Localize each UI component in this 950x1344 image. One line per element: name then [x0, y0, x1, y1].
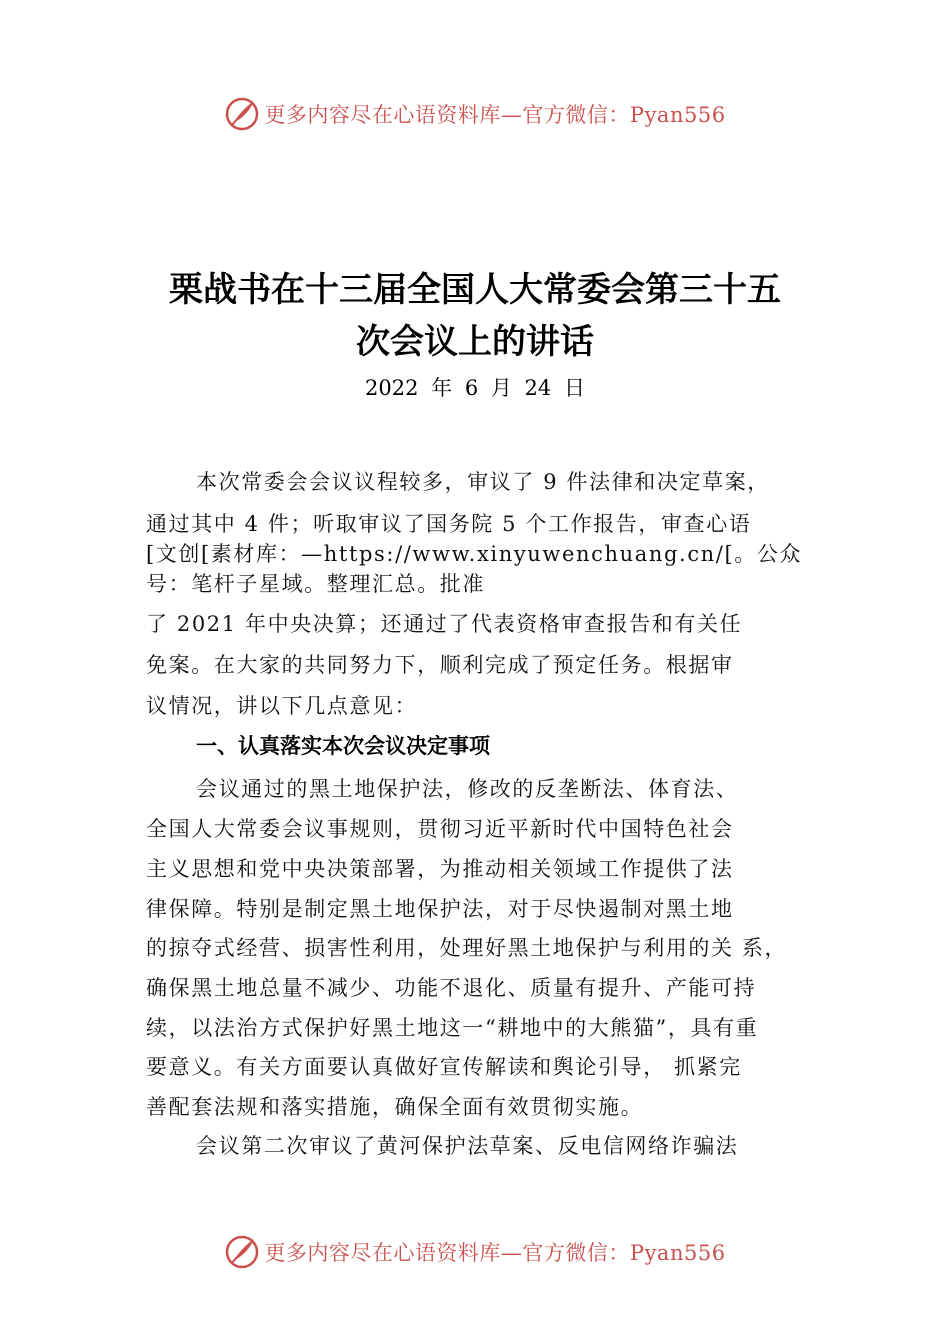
header-banner-text: 更多内容尽在心语资料库—官方微信：Pyan556 — [264, 103, 726, 127]
paragraph-line: 本次常委会会议议程较多，审议了 9 件法律和决定草案， — [196, 470, 770, 494]
page-title-line-2: 次会议上的讲话 — [356, 322, 594, 362]
footer-banner-text: 更多内容尽在心语资料库—官方微信：Pyan556 — [264, 1241, 726, 1265]
paragraph-line: 了 2021 年中央决算；还通过了代表资格审查报告和有关任 — [146, 612, 743, 636]
paragraph-line: 全国人大常委会议事规则，贯彻习近平新时代中国特色社会 — [146, 817, 734, 841]
paragraph-line: 会议第二次审议了黄河保护法草案、反电信网络诈骗法 — [196, 1134, 739, 1158]
paragraph-line: 免案。在大家的共同努力下，顺利完成了预定任务。根据审 — [146, 653, 734, 677]
header-banner — [0, 94, 950, 134]
paragraph-line: 议情况，讲以下几点意见： — [146, 694, 418, 718]
paragraph-line: 通过其中 4 件；听取审议了国务院 5 个工作报告，审查心语 — [146, 512, 752, 536]
section-heading: 一、认真落实本次会议决定事项 — [196, 734, 490, 758]
document-date: 2022 年 6 月 24 日 — [365, 376, 585, 400]
paragraph-line: 的掠夺式经营、损害性利用，处理好黑土地保护与利用的关 系， — [146, 936, 788, 960]
quill-logo-icon — [224, 1234, 260, 1270]
paragraph-line: 续，以法治方式保护好黑土地这一“耕地中的大熊猫”，具有重 — [146, 1016, 759, 1040]
paragraph-line: 会议通过的黑土地保护法，修改的反垄断法、体育法、 — [196, 777, 739, 801]
quill-logo-icon — [224, 96, 260, 132]
paragraph-line: 善配套法规和落实措施，确保全面有效贯彻实施。 — [146, 1095, 644, 1119]
paragraph-line: 要意义。有关方面要认真做好宣传解读和舆论引导， 抓紧完 — [146, 1055, 742, 1079]
paragraph-line: 号：笔杆子星域。整理汇总。批准 — [146, 572, 485, 596]
paragraph-line: 主义思想和党中央决策部署，为推动相关领域工作提供了法 — [146, 857, 734, 881]
footer-banner — [0, 1232, 950, 1272]
paragraph-line: 确保黑土地总量不减少、功能不退化、质量有提升、产能可持 — [146, 976, 757, 1000]
paragraph-line: 律保障。特别是制定黑土地保护法，对于尽快遏制对黑土地 — [146, 897, 734, 921]
page-title-line-1: 栗战书在十三届全国人大常委会第三十五 — [169, 270, 781, 310]
paragraph-line: [文创[素材库：—https://www.xinyuwenchuang.cn/[。公众 — [146, 542, 803, 566]
